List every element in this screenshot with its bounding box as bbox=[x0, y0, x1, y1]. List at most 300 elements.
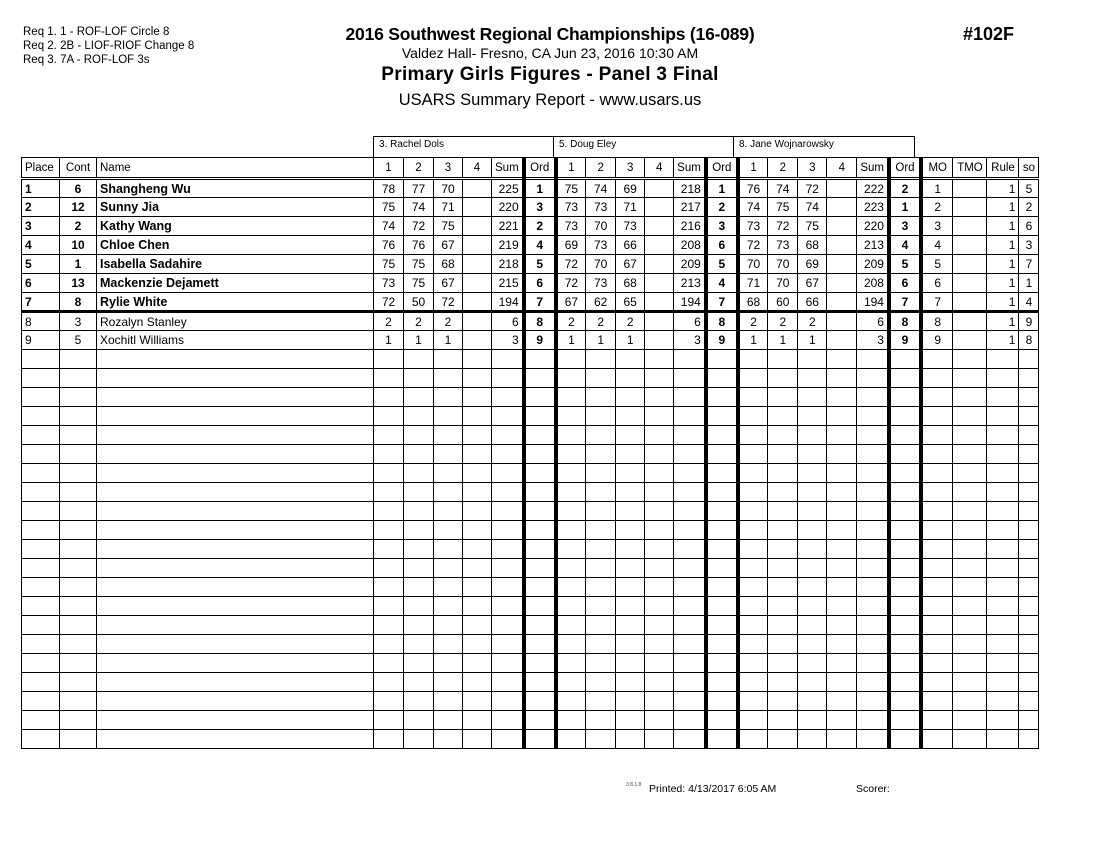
j2-ord-cell bbox=[706, 426, 738, 445]
j1-score3-cell bbox=[434, 464, 463, 483]
j2-sum-cell bbox=[674, 388, 706, 407]
j1-sum-cell: 218 bbox=[492, 255, 524, 274]
j1-score3-cell bbox=[434, 426, 463, 445]
j3-score1-cell bbox=[738, 521, 768, 540]
j2-sum-cell: 217 bbox=[674, 198, 706, 217]
j2-score2-cell: 1 bbox=[586, 331, 616, 350]
j1-score2-cell bbox=[404, 673, 434, 692]
so-cell bbox=[1019, 350, 1039, 369]
empty-row bbox=[22, 369, 1039, 388]
j3-score1-cell bbox=[738, 483, 768, 502]
j1-sum-cell: 225 bbox=[492, 179, 524, 198]
j3-score3-cell bbox=[798, 730, 827, 749]
j2-score1-cell bbox=[556, 350, 586, 369]
empty-row bbox=[22, 654, 1039, 673]
j3-ord-cell bbox=[889, 388, 921, 407]
j2-score2-cell bbox=[586, 654, 616, 673]
col-j3-s2: 2 bbox=[768, 158, 798, 179]
j1-ord-cell bbox=[524, 578, 556, 597]
judge-header-1: 3. Rachel Dols bbox=[373, 136, 554, 158]
requirement-3: Req 3. 7A - ROF-LOF 3s bbox=[23, 54, 150, 66]
empty-row bbox=[22, 407, 1039, 426]
j3-ord-cell bbox=[889, 692, 921, 711]
j1-score2-cell bbox=[404, 540, 434, 559]
tmo-cell bbox=[953, 635, 987, 654]
j1-sum-cell bbox=[492, 616, 524, 635]
j1-score1-cell bbox=[374, 578, 404, 597]
place-cell: 8 bbox=[22, 312, 60, 331]
j3-ord-cell: 1 bbox=[889, 198, 921, 217]
mo-cell: 8 bbox=[921, 312, 953, 331]
tmo-cell bbox=[953, 711, 987, 730]
j2-score4-cell bbox=[645, 293, 674, 312]
j1-ord-cell bbox=[524, 369, 556, 388]
j1-score3-cell: 1 bbox=[434, 331, 463, 350]
j3-score4-cell bbox=[827, 673, 857, 692]
j2-sum-cell bbox=[674, 407, 706, 426]
j3-sum-cell bbox=[857, 711, 889, 730]
so-cell: 9 bbox=[1019, 312, 1039, 331]
j1-score1-cell bbox=[374, 654, 404, 673]
j1-score1-cell bbox=[374, 369, 404, 388]
j2-score3-cell bbox=[616, 521, 645, 540]
j1-sum-cell bbox=[492, 388, 524, 407]
j1-sum-cell: 220 bbox=[492, 198, 524, 217]
j3-score3-cell bbox=[798, 635, 827, 654]
j3-sum-cell bbox=[857, 597, 889, 616]
name-cell bbox=[97, 350, 374, 369]
j2-score2-cell: 73 bbox=[586, 198, 616, 217]
name-cell: Rozalyn Stanley bbox=[97, 312, 374, 331]
j1-score2-cell bbox=[404, 635, 434, 654]
tmo-cell bbox=[953, 464, 987, 483]
j3-sum-cell: 213 bbox=[857, 236, 889, 255]
j2-score1-cell bbox=[556, 426, 586, 445]
j3-score3-cell bbox=[798, 597, 827, 616]
tmo-cell bbox=[953, 540, 987, 559]
mo-cell bbox=[921, 654, 953, 673]
j3-sum-cell bbox=[857, 673, 889, 692]
j2-score2-cell bbox=[586, 407, 616, 426]
j2-sum-cell bbox=[674, 540, 706, 559]
rule-cell bbox=[987, 635, 1019, 654]
j2-score1-cell: 1 bbox=[556, 331, 586, 350]
j2-score4-cell bbox=[645, 445, 674, 464]
j2-ord-cell: 3 bbox=[706, 217, 738, 236]
j3-score1-cell: 74 bbox=[738, 198, 768, 217]
requirement-2: Req 2. 2B - LIOF-RIOF Change 8 bbox=[23, 40, 195, 52]
j3-score1-cell: 72 bbox=[738, 236, 768, 255]
j1-score2-cell: 77 bbox=[404, 179, 434, 198]
j1-score2-cell bbox=[404, 559, 434, 578]
j1-sum-cell bbox=[492, 635, 524, 654]
j3-sum-cell: 3 bbox=[857, 331, 889, 350]
place-cell: 6 bbox=[22, 274, 60, 293]
place-cell bbox=[22, 692, 60, 711]
j3-ord-cell bbox=[889, 350, 921, 369]
table-row bbox=[22, 312, 1039, 331]
j3-ord-cell: 4 bbox=[889, 236, 921, 255]
j3-score1-cell bbox=[738, 654, 768, 673]
j2-ord-cell: 5 bbox=[706, 255, 738, 274]
j2-score3-cell bbox=[616, 654, 645, 673]
j2-score1-cell bbox=[556, 673, 586, 692]
j1-score1-cell: 76 bbox=[374, 236, 404, 255]
j1-sum-cell: 6 bbox=[492, 312, 524, 331]
tmo-cell bbox=[953, 483, 987, 502]
j1-sum-cell: 219 bbox=[492, 236, 524, 255]
cont-cell bbox=[60, 369, 97, 388]
j1-ord-cell bbox=[524, 597, 556, 616]
j3-score2-cell bbox=[768, 483, 798, 502]
j3-score1-cell bbox=[738, 502, 768, 521]
j2-score4-cell bbox=[645, 274, 674, 293]
j2-ord-cell bbox=[706, 673, 738, 692]
j2-sum-cell bbox=[674, 445, 706, 464]
j2-score1-cell bbox=[556, 540, 586, 559]
j2-score3-cell: 68 bbox=[616, 274, 645, 293]
j2-score4-cell bbox=[645, 407, 674, 426]
mo-cell bbox=[921, 711, 953, 730]
j2-score4-cell bbox=[645, 388, 674, 407]
rule-cell: 1 bbox=[987, 312, 1019, 331]
j2-score1-cell bbox=[556, 369, 586, 388]
j2-score4-cell bbox=[645, 521, 674, 540]
tmo-cell bbox=[953, 616, 987, 635]
j2-ord-cell: 6 bbox=[706, 236, 738, 255]
j1-score2-cell bbox=[404, 369, 434, 388]
j3-score2-cell: 75 bbox=[768, 198, 798, 217]
j2-score1-cell bbox=[556, 521, 586, 540]
j1-score4-cell bbox=[463, 217, 492, 236]
empty-row bbox=[22, 635, 1039, 654]
mo-cell bbox=[921, 578, 953, 597]
so-cell bbox=[1019, 369, 1039, 388]
so-cell bbox=[1019, 692, 1039, 711]
cont-cell bbox=[60, 540, 97, 559]
rule-cell: 1 bbox=[987, 293, 1019, 312]
j3-score2-cell bbox=[768, 654, 798, 673]
j2-score3-cell bbox=[616, 540, 645, 559]
rule-cell bbox=[987, 350, 1019, 369]
rule-cell bbox=[987, 502, 1019, 521]
empty-row bbox=[22, 464, 1039, 483]
j1-score2-cell bbox=[404, 350, 434, 369]
j1-score3-cell bbox=[434, 616, 463, 635]
j2-score2-cell bbox=[586, 692, 616, 711]
j3-score3-cell bbox=[798, 692, 827, 711]
event-title: Primary Girls Figures - Panel 3 Final bbox=[381, 64, 719, 85]
empty-row bbox=[22, 597, 1039, 616]
j2-ord-cell bbox=[706, 369, 738, 388]
j3-score4-cell bbox=[827, 274, 857, 293]
j3-score2-cell bbox=[768, 407, 798, 426]
cont-cell bbox=[60, 426, 97, 445]
j2-score4-cell bbox=[645, 540, 674, 559]
j3-score3-cell bbox=[798, 350, 827, 369]
j2-ord-cell: 2 bbox=[706, 198, 738, 217]
j3-ord-cell: 9 bbox=[889, 331, 921, 350]
col-j1-ord: Ord bbox=[524, 158, 556, 179]
place-cell bbox=[22, 597, 60, 616]
name-cell bbox=[97, 673, 374, 692]
col-j1-s3: 3 bbox=[434, 158, 463, 179]
j1-score2-cell: 74 bbox=[404, 198, 434, 217]
j3-sum-cell: 209 bbox=[857, 255, 889, 274]
j2-sum-cell bbox=[674, 597, 706, 616]
j2-sum-cell: 194 bbox=[674, 293, 706, 312]
j3-score4-cell bbox=[827, 464, 857, 483]
j2-score3-cell: 2 bbox=[616, 312, 645, 331]
j2-score4-cell bbox=[645, 502, 674, 521]
empty-row bbox=[22, 483, 1039, 502]
j3-score3-cell bbox=[798, 673, 827, 692]
tmo-cell bbox=[953, 350, 987, 369]
tmo-cell bbox=[953, 369, 987, 388]
j3-score4-cell bbox=[827, 388, 857, 407]
j3-score3-cell bbox=[798, 369, 827, 388]
place-cell bbox=[22, 483, 60, 502]
place-cell bbox=[22, 426, 60, 445]
place-cell: 7 bbox=[22, 293, 60, 312]
j1-score1-cell bbox=[374, 692, 404, 711]
j3-score2-cell bbox=[768, 426, 798, 445]
col-mo: MO bbox=[921, 158, 953, 179]
j1-score2-cell bbox=[404, 388, 434, 407]
cont-cell bbox=[60, 578, 97, 597]
place-cell: 9 bbox=[22, 331, 60, 350]
j2-ord-cell: 7 bbox=[706, 293, 738, 312]
j2-score1-cell bbox=[556, 407, 586, 426]
j1-sum-cell bbox=[492, 730, 524, 749]
j2-score1-cell: 67 bbox=[556, 293, 586, 312]
j2-score3-cell bbox=[616, 673, 645, 692]
j3-score4-cell bbox=[827, 597, 857, 616]
table-row bbox=[22, 198, 1039, 217]
j2-sum-cell: 3 bbox=[674, 331, 706, 350]
col-j1-s1: 1 bbox=[374, 158, 404, 179]
table-row bbox=[22, 255, 1039, 274]
j1-score3-cell: 67 bbox=[434, 236, 463, 255]
j3-ord-cell: 5 bbox=[889, 255, 921, 274]
j1-score2-cell bbox=[404, 616, 434, 635]
mo-cell bbox=[921, 692, 953, 711]
j2-ord-cell bbox=[706, 635, 738, 654]
j1-sum-cell bbox=[492, 597, 524, 616]
mo-cell: 9 bbox=[921, 331, 953, 350]
j3-score4-cell bbox=[827, 483, 857, 502]
so-cell: 3 bbox=[1019, 236, 1039, 255]
j1-score3-cell bbox=[434, 711, 463, 730]
j2-sum-cell bbox=[674, 635, 706, 654]
col-j3-s3: 3 bbox=[798, 158, 827, 179]
rule-cell bbox=[987, 616, 1019, 635]
cont-cell bbox=[60, 445, 97, 464]
judge-header-3: 8. Jane Wojnarowsky bbox=[733, 136, 915, 158]
rule-cell bbox=[987, 692, 1019, 711]
place-cell bbox=[22, 445, 60, 464]
j3-score4-cell bbox=[827, 426, 857, 445]
mo-cell bbox=[921, 597, 953, 616]
j1-score2-cell bbox=[404, 426, 434, 445]
j3-score4-cell bbox=[827, 559, 857, 578]
j1-score1-cell: 78 bbox=[374, 179, 404, 198]
table-row bbox=[22, 217, 1039, 236]
place-cell bbox=[22, 654, 60, 673]
j1-ord-cell bbox=[524, 483, 556, 502]
name-cell bbox=[97, 616, 374, 635]
j1-score3-cell bbox=[434, 445, 463, 464]
place-cell bbox=[22, 559, 60, 578]
j3-score3-cell bbox=[798, 521, 827, 540]
j3-sum-cell bbox=[857, 350, 889, 369]
j3-score3-cell bbox=[798, 654, 827, 673]
cont-cell bbox=[60, 730, 97, 749]
place-cell bbox=[22, 464, 60, 483]
j1-ord-cell bbox=[524, 407, 556, 426]
j1-score1-cell: 2 bbox=[374, 312, 404, 331]
j3-score1-cell bbox=[738, 711, 768, 730]
j2-score1-cell bbox=[556, 559, 586, 578]
j2-score3-cell bbox=[616, 616, 645, 635]
tmo-cell bbox=[953, 559, 987, 578]
j2-sum-cell bbox=[674, 654, 706, 673]
j2-score2-cell bbox=[586, 521, 616, 540]
j3-ord-cell bbox=[889, 654, 921, 673]
j1-score3-cell: 67 bbox=[434, 274, 463, 293]
j3-score1-cell bbox=[738, 464, 768, 483]
j3-score2-cell bbox=[768, 502, 798, 521]
j2-score3-cell bbox=[616, 692, 645, 711]
column-header-row bbox=[22, 158, 1039, 179]
j2-score4-cell bbox=[645, 635, 674, 654]
name-cell bbox=[97, 692, 374, 711]
j2-score3-cell: 69 bbox=[616, 179, 645, 198]
j1-score1-cell: 75 bbox=[374, 255, 404, 274]
j3-score2-cell bbox=[768, 445, 798, 464]
empty-row bbox=[22, 730, 1039, 749]
j2-sum-cell bbox=[674, 464, 706, 483]
j1-score4-cell bbox=[463, 483, 492, 502]
j1-score2-cell: 75 bbox=[404, 255, 434, 274]
j3-score3-cell: 66 bbox=[798, 293, 827, 312]
so-cell bbox=[1019, 730, 1039, 749]
so-cell bbox=[1019, 616, 1039, 635]
place-cell bbox=[22, 635, 60, 654]
j1-score4-cell bbox=[463, 331, 492, 350]
j3-ord-cell bbox=[889, 521, 921, 540]
j3-score3-cell: 67 bbox=[798, 274, 827, 293]
j2-ord-cell bbox=[706, 559, 738, 578]
competition-title: 2016 Southwest Regional Championships (16-089) bbox=[345, 24, 755, 44]
report-title: USARS Summary Report - www.usars.us bbox=[398, 91, 702, 109]
j2-score4-cell bbox=[645, 654, 674, 673]
tmo-cell bbox=[953, 312, 987, 331]
j3-score1-cell bbox=[738, 445, 768, 464]
j3-score4-cell bbox=[827, 521, 857, 540]
j3-score1-cell bbox=[738, 616, 768, 635]
name-cell bbox=[97, 464, 374, 483]
cont-cell bbox=[60, 616, 97, 635]
col-j3-ord: Ord bbox=[889, 158, 921, 179]
j2-score3-cell bbox=[616, 578, 645, 597]
j2-score3-cell bbox=[616, 559, 645, 578]
so-cell bbox=[1019, 597, 1039, 616]
table-row bbox=[22, 293, 1039, 312]
place-cell bbox=[22, 730, 60, 749]
j3-score1-cell: 1 bbox=[738, 331, 768, 350]
j1-score3-cell: 75 bbox=[434, 217, 463, 236]
mo-cell bbox=[921, 483, 953, 502]
j2-score3-cell bbox=[616, 407, 645, 426]
rule-cell bbox=[987, 730, 1019, 749]
j2-ord-cell: 9 bbox=[706, 331, 738, 350]
j3-score4-cell bbox=[827, 502, 857, 521]
j3-ord-cell bbox=[889, 673, 921, 692]
j3-score4-cell bbox=[827, 635, 857, 654]
j2-ord-cell bbox=[706, 730, 738, 749]
j2-score1-cell bbox=[556, 692, 586, 711]
j3-score2-cell bbox=[768, 350, 798, 369]
j3-score1-cell bbox=[738, 407, 768, 426]
j2-sum-cell bbox=[674, 521, 706, 540]
j2-score4-cell bbox=[645, 217, 674, 236]
j1-score2-cell bbox=[404, 502, 434, 521]
place-cell bbox=[22, 616, 60, 635]
j3-score2-cell: 70 bbox=[768, 274, 798, 293]
j3-score2-cell: 1 bbox=[768, 331, 798, 350]
cont-cell: 1 bbox=[60, 255, 97, 274]
j3-ord-cell bbox=[889, 559, 921, 578]
place-cell bbox=[22, 350, 60, 369]
j3-score4-cell bbox=[827, 312, 857, 331]
j1-score4-cell bbox=[463, 445, 492, 464]
j1-ord-cell: 4 bbox=[524, 236, 556, 255]
cont-cell: 13 bbox=[60, 274, 97, 293]
j1-ord-cell bbox=[524, 388, 556, 407]
j1-score2-cell: 2 bbox=[404, 312, 434, 331]
printed-timestamp: Printed: 4/13/2017 6:05 AM bbox=[649, 783, 777, 795]
cont-cell: 3 bbox=[60, 312, 97, 331]
j2-score1-cell bbox=[556, 445, 586, 464]
empty-row bbox=[22, 445, 1039, 464]
col-j3-s1: 1 bbox=[738, 158, 768, 179]
col-rule: Rule bbox=[987, 158, 1019, 179]
j1-score1-cell bbox=[374, 445, 404, 464]
j3-ord-cell bbox=[889, 540, 921, 559]
so-cell bbox=[1019, 407, 1039, 426]
j2-score2-cell bbox=[586, 559, 616, 578]
j3-ord-cell bbox=[889, 426, 921, 445]
mo-cell bbox=[921, 407, 953, 426]
rule-cell bbox=[987, 464, 1019, 483]
mo-cell bbox=[921, 616, 953, 635]
j3-sum-cell bbox=[857, 692, 889, 711]
place-cell: 5 bbox=[22, 255, 60, 274]
j3-score4-cell bbox=[827, 578, 857, 597]
col-j3-sum: Sum bbox=[857, 158, 889, 179]
j1-score2-cell bbox=[404, 483, 434, 502]
mo-cell bbox=[921, 426, 953, 445]
name-cell bbox=[97, 369, 374, 388]
j1-score2-cell bbox=[404, 692, 434, 711]
j3-score2-cell: 72 bbox=[768, 217, 798, 236]
name-cell bbox=[97, 635, 374, 654]
j2-score4-cell bbox=[645, 198, 674, 217]
j3-score1-cell bbox=[738, 350, 768, 369]
j2-ord-cell: 4 bbox=[706, 274, 738, 293]
j3-score1-cell: 71 bbox=[738, 274, 768, 293]
